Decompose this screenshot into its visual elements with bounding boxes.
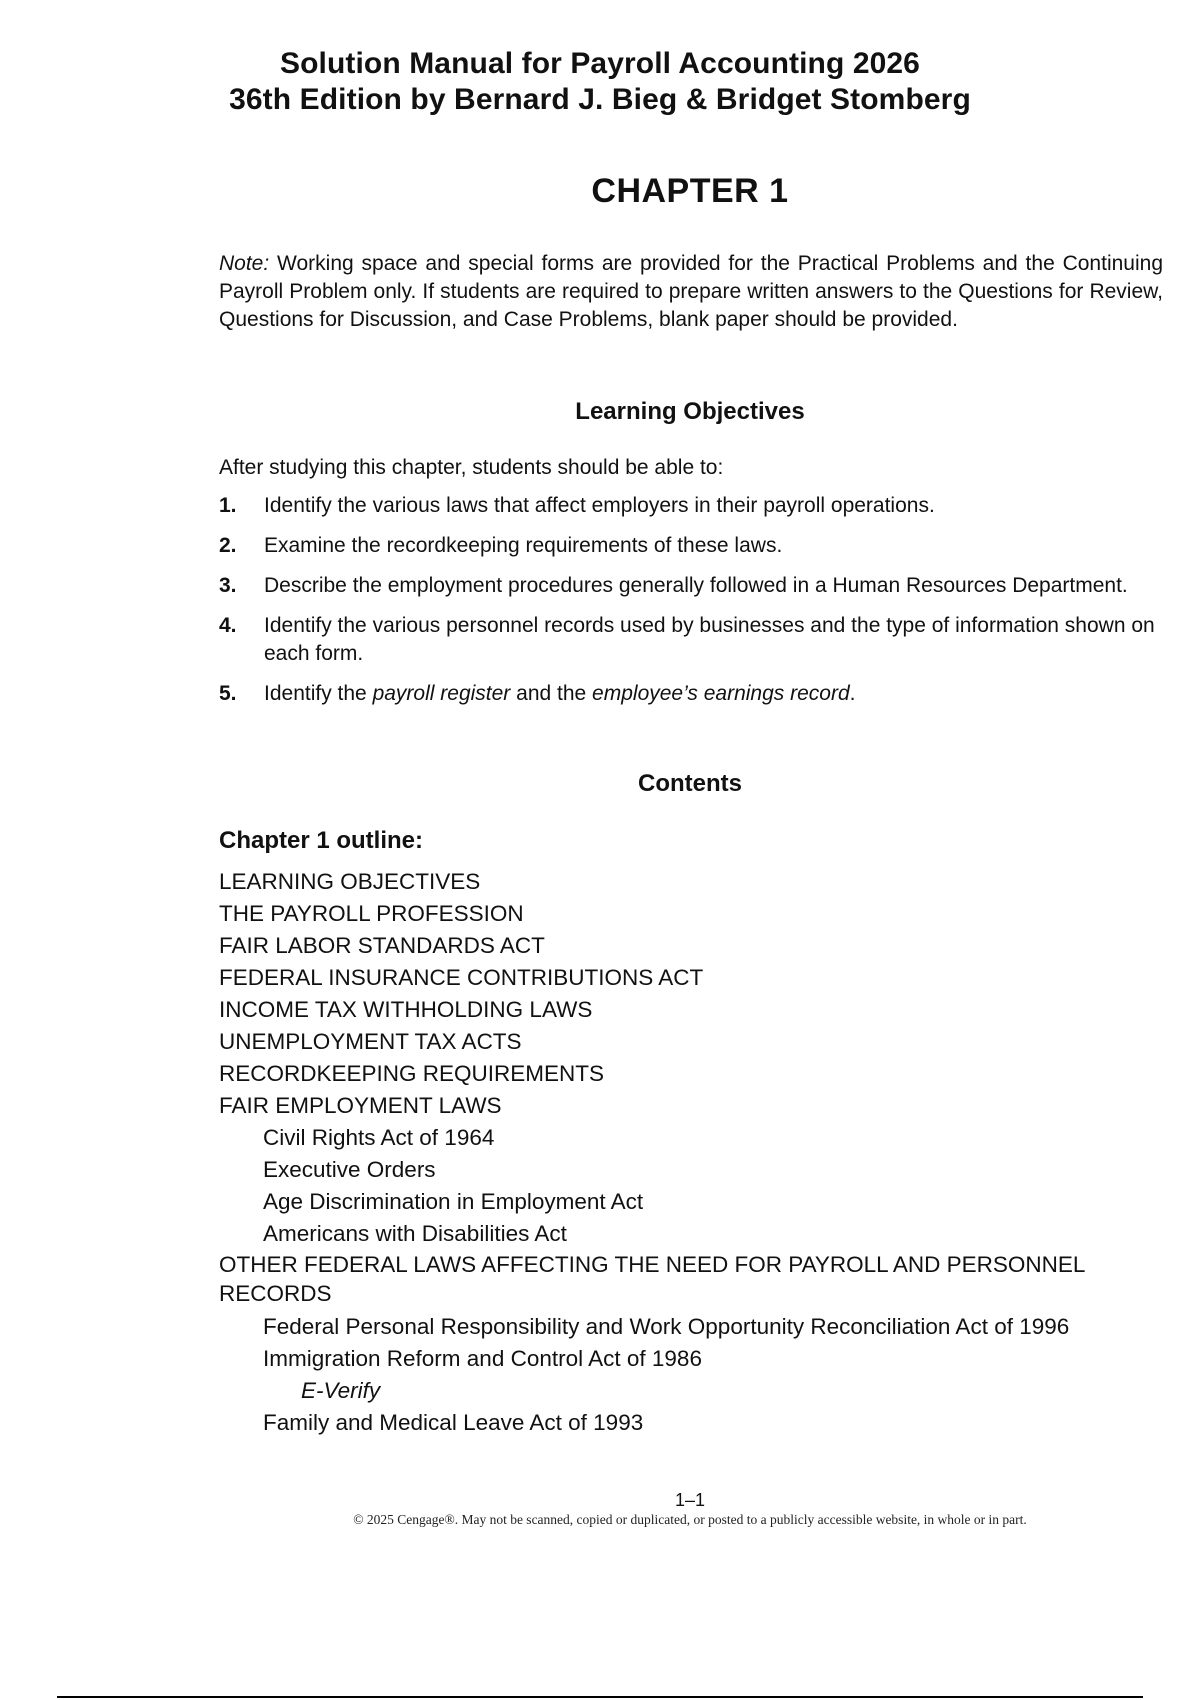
outline-subitem: Executive Orders [263,1157,436,1182]
outline-item: FAIR LABOR STANDARDS ACT [219,933,545,958]
objective-text: Examine the recordkeeping requirements of these laws. [264,534,783,557]
outline-item: LEARNING OBJECTIVES [219,869,481,894]
outline-subsubitem: E-Verify [301,1378,381,1403]
copyright-notice: © 2025 Cengage®. May not be scanned, copied or duplicated, or posted to a publicly accessible website, in whole or in part. [353,1512,1027,1527]
chapter-outline [219,866,1163,1439]
objective-term-earnings-record: employee’s earnings record [592,682,850,705]
outline-subitem: Age Discrimination in Employment Act [263,1189,644,1214]
outline-item: OTHER FEDERAL LAWS AFFECTING THE NEED FOR PAYROLL AND PERSONNEL RECORDS [219,1252,1085,1306]
document-title [0,46,1200,118]
outline-item: RECORDKEEPING REQUIREMENTS [219,1061,605,1086]
objective-number: 2. [219,534,237,557]
outline-subitem: Family and Medical Leave Act of 1993 [263,1410,644,1435]
learning-objectives-intro: After studying this chapter, students should be able to: [219,456,724,479]
objective-number: 5. [219,682,237,705]
outline-item: THE PAYROLL PROFESSION [219,901,524,926]
objective-item [219,532,1163,560]
objective-text: Describe the employment procedures generally followed in a Human Resources Department. [264,574,1128,597]
title-line-1: Solution Manual for Payroll Accounting 2026 [280,47,920,80]
note-label: Note: [219,252,270,275]
contents-heading: Contents [638,770,742,797]
outline-subitem: Americans with Disabilities Act [263,1221,567,1246]
objective-text-part: . [849,682,856,705]
objective-item [219,492,1163,520]
objective-number: 4. [219,614,237,637]
objective-text: Identify the various laws that affect employers in their payroll operations. [264,494,935,517]
outline-item: INCOME TAX WITHHOLDING LAWS [219,997,593,1022]
objective-item [219,680,1163,708]
bottom-divider [57,1696,1143,1698]
objective-term-payroll-register: payroll register [372,682,511,705]
objective-text-part: Identify the [264,682,373,705]
page-number: 1–1 [674,1490,706,1510]
learning-objectives-heading: Learning Objectives [575,398,805,425]
outline-item: UNEMPLOYMENT TAX ACTS [219,1029,522,1054]
objective-item [219,572,1163,600]
objective-number: 1. [219,494,237,517]
title-line-2: 36th Edition by Bernard J. Bieg & Bridget Stomberg [229,83,971,116]
objective-item [219,612,1163,668]
note-paragraph [219,250,1163,334]
outline-item: FEDERAL INSURANCE CONTRIBUTIONS ACT [219,965,704,990]
outline-subitem: Immigration Reform and Control Act of 1986 [263,1346,702,1371]
outline-subitem: Federal Personal Responsibility and Work Opportunity Reconciliation Act of 1996 [263,1314,1070,1339]
note-text: Working space and special forms are provided for the Practical Problems and the Continuing Payroll Problem only. If students are required to prepare written answers to the Questions for Review, Questions for Discussion, and Case Problems, blank paper should be provided. [219,252,1163,331]
objective-text: Identify the various personnel records used by businesses and the type of information shown on each form. [264,614,1155,665]
objective-text [264,680,1163,708]
objective-number: 3. [219,574,237,597]
learning-objectives-list [219,492,1163,720]
outline-item: FAIR EMPLOYMENT LAWS [219,1093,502,1118]
objective-text-part: and the [510,682,593,705]
chapter-title: CHAPTER 1 [591,172,789,210]
outline-subitem: Civil Rights Act of 1964 [263,1125,495,1150]
outline-heading: Chapter 1 outline: [219,827,424,854]
